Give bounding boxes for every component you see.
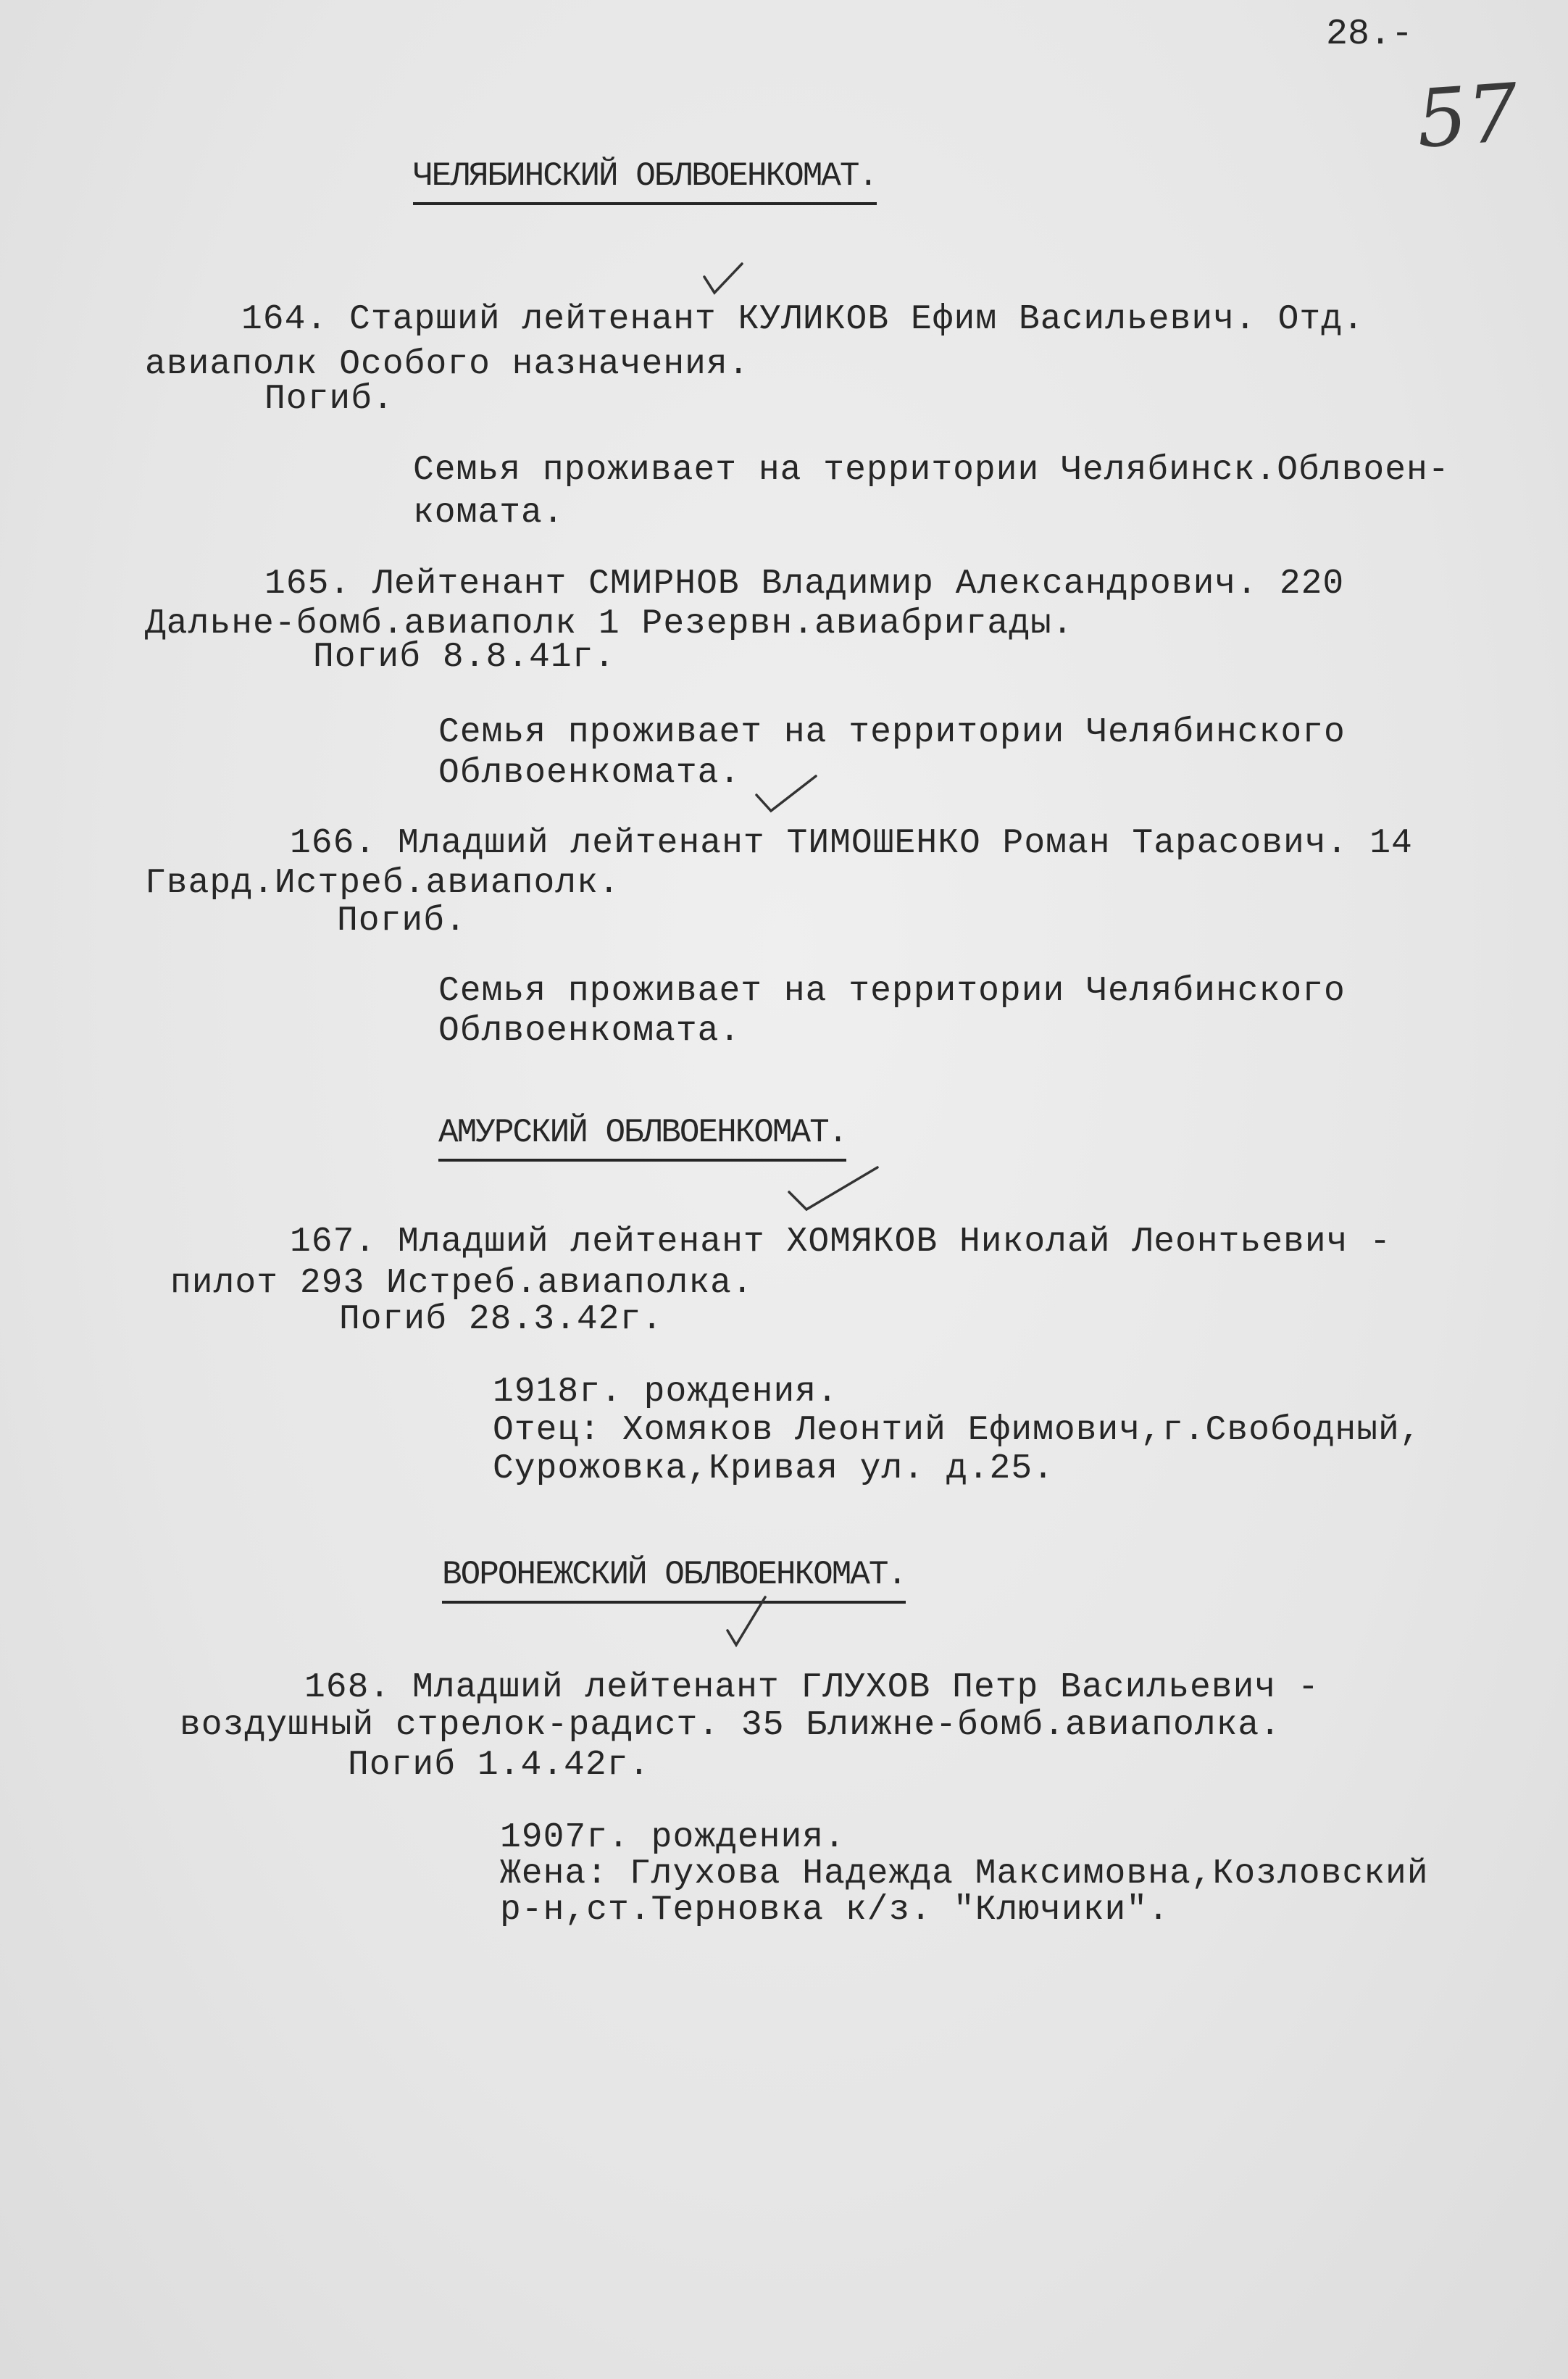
family-line: 1918г. рождения. <box>493 1372 838 1412</box>
section-heading: АМУРСКИЙ ОБЛВОЕНКОМАТ. <box>438 1112 846 1162</box>
check-mark-icon <box>701 261 745 297</box>
entry-line: авиаполк Особого назначения. <box>145 345 750 384</box>
entry-line: Гвард.Истреб.авиаполк. <box>145 864 620 903</box>
entry-line: 164. Старший лейтенант КУЛИКОВ Ефим Васильевич. Отд. <box>241 300 1364 339</box>
check-mark-icon <box>725 1594 768 1649</box>
section-heading: ЧЕЛЯБИНСКИЙ ОБЛВОЕНКОМАТ. <box>413 156 877 205</box>
page-number: 28.- <box>1326 14 1414 55</box>
family-line: Семья проживает на территории Челябинского <box>438 713 1346 752</box>
handwritten-folio-number: 57 <box>1413 66 1522 166</box>
entry-line: 168. Младший лейтенант ГЛУХОВ Петр Васильевич - <box>304 1668 1319 1707</box>
entry-line: 166. Младший лейтенант ТИМОШЕНКО Роман Тарасович. 14 <box>290 824 1413 863</box>
entry-line: Погиб. <box>264 380 394 419</box>
family-line: р-н,ст.Терновка к/з. "Ключики". <box>500 1891 1169 1930</box>
family-line: Жена: Глухова Надежда Максимовна,Козловский <box>500 1854 1429 1893</box>
entry-line: воздушный стрелок-радист. 35 Ближне-бомб.авиаполка. <box>180 1706 1282 1745</box>
family-line: Сурожовка,Кривая ул. д.25. <box>493 1449 1054 1488</box>
family-line: Семья проживает на территории Челябинск.Облвоен- <box>413 451 1450 490</box>
entry-line: 165. Лейтенант СМИРНОВ Владимир Александрович. 220 <box>264 564 1345 604</box>
entry-line: пилот 293 Истреб.авиаполка. <box>170 1264 754 1303</box>
family-line: Облвоенкомата. <box>438 1012 741 1051</box>
family-line: Семья проживает на территории Челябинского <box>438 972 1346 1011</box>
check-mark-icon <box>786 1163 880 1214</box>
entry-line: Погиб 1.4.42г. <box>348 1746 651 1785</box>
family-line: Отец: Хомяков Леонтий Ефимович,г.Свободный, <box>493 1411 1422 1450</box>
family-line: 1907г. рождения. <box>500 1818 846 1857</box>
family-line: комата. <box>413 493 564 533</box>
family-line: Облвоенкомата. <box>438 754 741 793</box>
entry-line: 167. Младший лейтенант ХОМЯКОВ Николай Леонтьевич - <box>290 1222 1392 1262</box>
check-mark-icon <box>754 772 819 815</box>
entry-line: Погиб. <box>337 901 467 941</box>
entry-line: Погиб 28.3.42г. <box>339 1300 664 1339</box>
section-heading: ВОРОНЕЖСКИЙ ОБЛВОЕНКОМАТ. <box>442 1554 906 1604</box>
entry-line: Погиб 8.8.41г. <box>313 638 616 677</box>
entry-line: Дальне-бомб.авиаполк 1 Резервн.авиабригады. <box>145 604 1074 643</box>
